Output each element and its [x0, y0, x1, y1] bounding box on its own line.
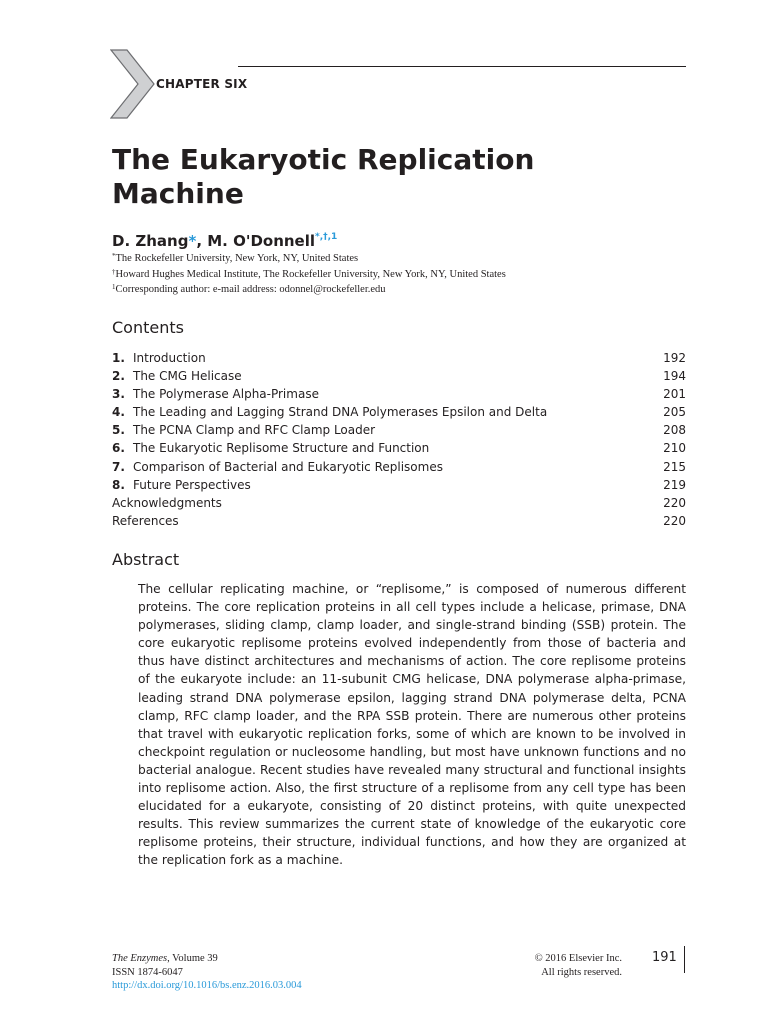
- toc-number: 8.: [112, 477, 125, 492]
- affiliation-mark: 1: [112, 283, 116, 291]
- author-zhang: D. Zhang: [112, 232, 189, 250]
- toc-label: Comparison of Bacterial and Eukaryotic Replisomes: [133, 459, 443, 474]
- author-odonnell: M. O'Donnell: [207, 232, 316, 250]
- toc-page: 192: [663, 351, 686, 365]
- page-number-rule: [684, 946, 685, 973]
- chapter-rule: [238, 66, 686, 67]
- toc-number: 1.: [112, 351, 125, 365]
- affiliation-2: [112, 266, 672, 282]
- toc-label: References: [112, 513, 179, 528]
- toc-label: Future Perspectives: [133, 477, 251, 492]
- rights-line: All rights reserved.: [541, 966, 622, 978]
- toc-number: 4.: [112, 405, 125, 420]
- doi-link[interactable]: http://dx.doi.org/10.1016/bs.enz.2016.03.004: [112, 980, 302, 991]
- toc-page: 208: [663, 423, 686, 438]
- toc-item[interactable]: [112, 458, 686, 476]
- toc-page: 201: [663, 387, 686, 402]
- affiliation-1: [112, 250, 672, 266]
- toc-number: 6.: [112, 441, 125, 456]
- chapter-label: CHAPTER SIX: [156, 77, 248, 91]
- footer-copyright: [505, 952, 622, 979]
- affiliation-3: [112, 281, 672, 297]
- author-separator: ,: [196, 232, 208, 250]
- toc-number: 5.: [112, 423, 125, 438]
- toc-page: 194: [663, 369, 686, 384]
- affiliation-text: Corresponding author: e-mail address: odonnel@rockefeller.edu: [115, 284, 386, 295]
- toc-label: Introduction: [133, 351, 206, 365]
- chapter-chevron-icon: [110, 49, 160, 119]
- affiliation-mark: *: [112, 252, 116, 260]
- toc-item[interactable]: [112, 403, 686, 421]
- toc-item[interactable]: [112, 439, 686, 457]
- journal-name: The Enzymes: [112, 953, 168, 964]
- affiliation-text: The Rockefeller University, New York, NY, United States: [115, 253, 359, 264]
- toc-item[interactable]: [112, 385, 686, 403]
- abstract-text: The cellular replicating machine, or “replisome,” is composed of numerous different proteins. The core replication proteins in all cell types include a helicase, primase, DNA polymerases, sliding clamp, clamp loader, and single-strand binding (SSB) protein. The core eukaryotic replisome proteins evolved independently from those of bacteria and thus have distinct architectures and mechanisms of action. The core replisome proteins of the eukaryote include: an 11-subunit CMG helicase, DNA polymerase alpha-primase, leading strand DNA polymerase epsilon, lagging strand DNA polymerase delta, PCNA clamp, RFC clamp loader, and the RPA SSB protein. There are numerous other proteins that travel with eukaryotic replication forks, some of which are known to be involved in checkpoint regulation or nucleosome handling, but most have unknown functions and no bacterial analogue. Recent studies have revealed many structural and functional insights into replisome action. Also, the first structure of a replisome from any cell type has been elucidated for a eukaryote, consisting of 20 distinct proteins, with quite unexpected results. This review summarizes the current state of knowledge of the eukaryotic core replisome proteins, their structure, individual functions, and how they are organized at the replication fork as a machine.: [138, 582, 686, 868]
- toc-label: The Polymerase Alpha-Primase: [133, 387, 319, 402]
- table-of-contents: [112, 349, 686, 530]
- toc-number: 7.: [112, 459, 125, 474]
- toc-page: 210: [663, 441, 686, 456]
- copyright-line: © 2016 Elsevier Inc.: [534, 953, 622, 964]
- affiliation-mark: †: [112, 267, 116, 276]
- affiliations: [112, 250, 672, 297]
- toc-page: 215: [663, 459, 686, 474]
- toc-item[interactable]: [112, 421, 686, 439]
- toc-page: 220: [663, 513, 686, 528]
- toc-page: 219: [663, 477, 686, 492]
- author-list: [112, 232, 337, 250]
- title-line-1: The Eukaryotic Replication: [112, 143, 535, 176]
- toc-page: 220: [663, 495, 686, 510]
- abstract-heading: Abstract: [112, 550, 180, 569]
- contents-heading: Contents: [112, 318, 184, 337]
- toc-label: The Eukaryotic Replisome Structure and Function: [133, 441, 430, 456]
- toc-label: The CMG Helicase: [133, 369, 242, 384]
- journal-volume: , Volume 39: [167, 953, 218, 964]
- author-odonnell-marks: *,†,1: [315, 232, 338, 242]
- toc-item[interactable]: [112, 349, 686, 367]
- page-number: 191: [652, 950, 677, 965]
- author-zhang-marks: *: [188, 232, 197, 250]
- toc-page: 205: [663, 405, 686, 420]
- toc-number: 3.: [112, 387, 125, 402]
- toc-label: The Leading and Lagging Strand DNA Polymerases Epsilon and Delta: [133, 405, 548, 420]
- toc-label: Acknowledgments: [112, 495, 222, 510]
- footer-citation: [112, 952, 302, 993]
- toc-item[interactable]: [112, 476, 686, 494]
- issn: ISSN 1874-6047: [112, 966, 183, 978]
- toc-label: The PCNA Clamp and RFC Clamp Loader: [133, 423, 376, 438]
- title-line-2: Machine: [112, 177, 244, 210]
- toc-number: 2.: [112, 369, 125, 384]
- article-title: [112, 143, 672, 211]
- toc-item[interactable]: [112, 512, 686, 530]
- toc-item[interactable]: [112, 494, 686, 512]
- chapter-header: [110, 49, 686, 119]
- toc-item[interactable]: [112, 367, 686, 385]
- affiliation-text: Howard Hughes Medical Institute, The Rockefeller University, New York, NY, United States: [115, 268, 506, 280]
